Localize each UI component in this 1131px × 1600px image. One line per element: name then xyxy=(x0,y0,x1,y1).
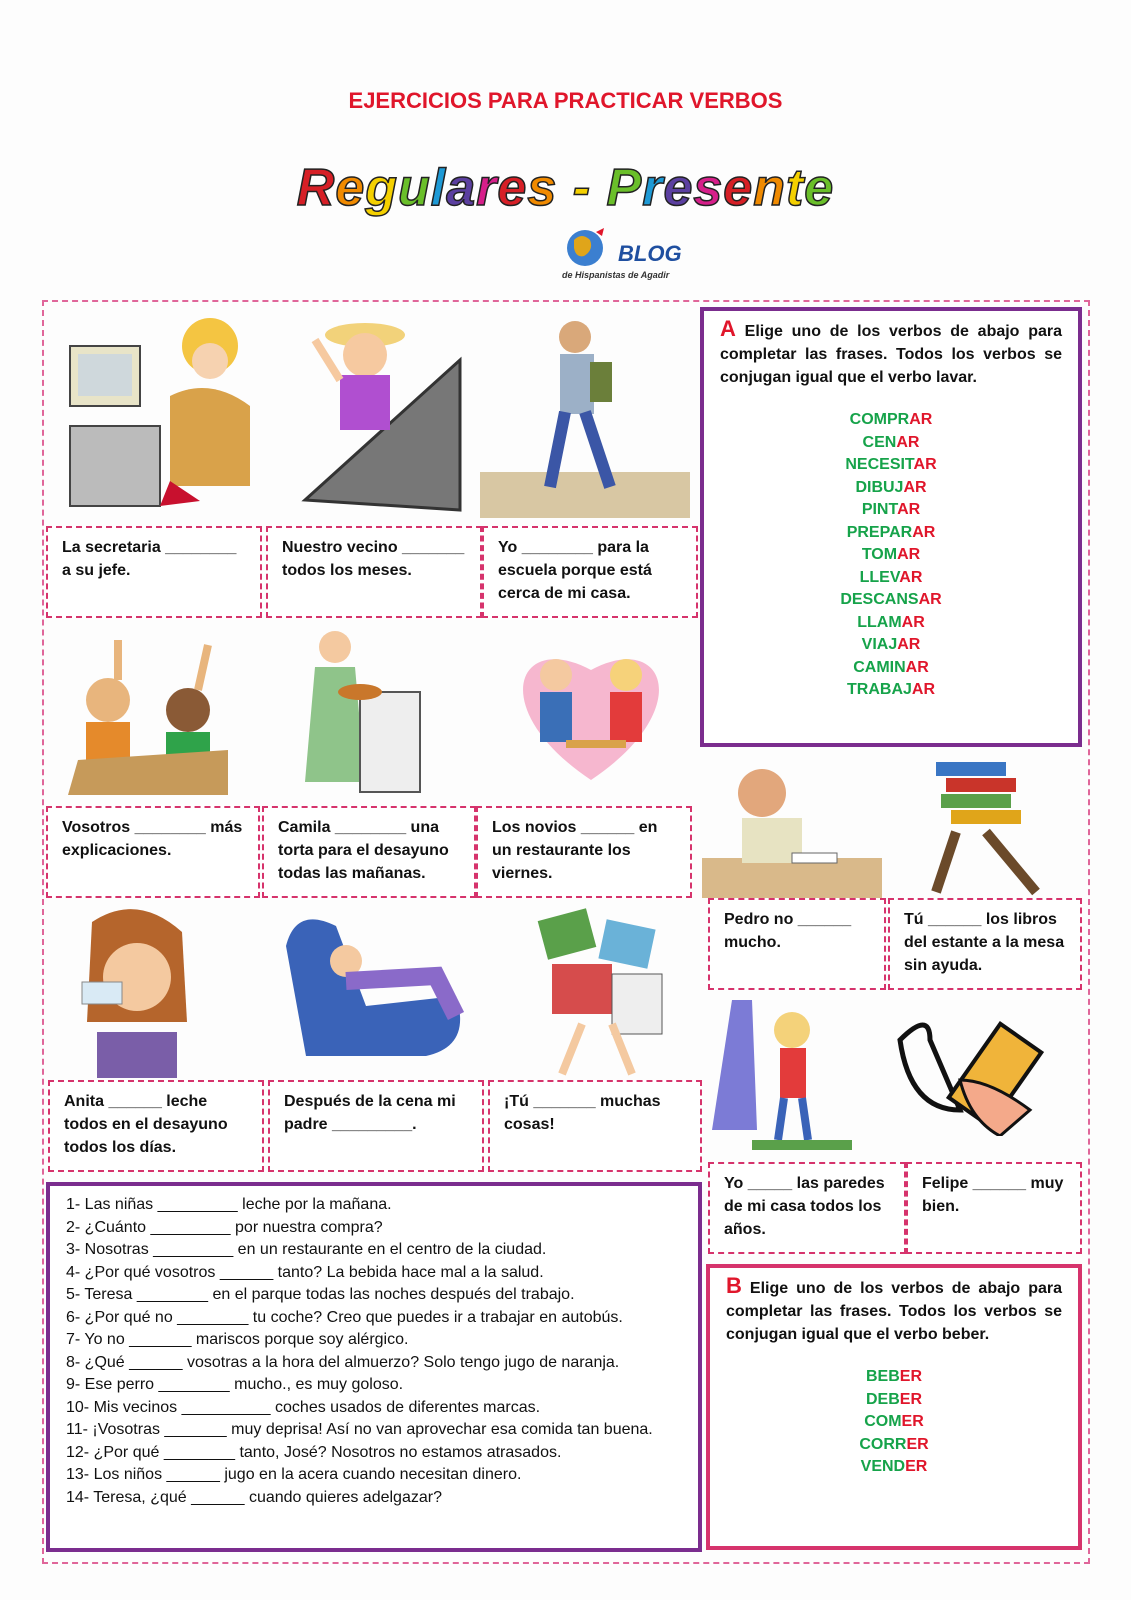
logo-subtext: de Hispanistas de Agadir xyxy=(562,270,670,280)
sentence-item: 1- Las niñas _________ leche por la mañana. xyxy=(66,1196,392,1213)
verb-item: LLAMAR xyxy=(857,613,925,631)
sentence-item: 4- ¿Por qué vosotros ______ tanto? La bebida hace mal a la salud. xyxy=(66,1263,544,1281)
sentence-item: 10- Mis vecinos __________ coches usados de diferentes marcas. xyxy=(66,1398,541,1416)
caption-box: Felipe ______ muy bien. xyxy=(906,1162,1082,1254)
drinking-girl-icon xyxy=(62,902,212,1078)
section-b-verb-list xyxy=(710,1366,1078,1479)
verb-item: BEBER xyxy=(865,1368,922,1385)
verb-item: PINTAR xyxy=(861,501,921,518)
caption-box: ¡Tú _______ muchas cosas! xyxy=(488,1080,702,1172)
caption-box: Vosotros ________ más explicaciones. xyxy=(46,806,260,898)
caption-box: Yo ________ para la escuela porque está cerca de mi casa. xyxy=(482,526,698,618)
drawing-pencil-icon xyxy=(890,1000,1050,1136)
buying-woman-icon xyxy=(532,904,678,1080)
sentence-item: 2- ¿Cuánto _________ por nuestra compra? xyxy=(66,1218,383,1236)
page-subtitle: Regulares - Presente xyxy=(296,159,835,217)
walking-student-icon xyxy=(480,312,690,518)
caption-box: Los novios ______ en un restaurante los viernes. xyxy=(476,806,692,898)
couple-dinner-icon xyxy=(496,620,686,800)
sentence-item: 13- Los niños ______ jugo en la acera cuando necesitan dinero. xyxy=(66,1466,522,1483)
section-a-verb-list xyxy=(704,409,1078,702)
caption-box: Camila ________ una torta para el desayuno todas las mañanas. xyxy=(262,806,476,898)
sentence-item: 6- ¿Por qué no ________ tu coche? Creo que puedes ir a trabajar en autobús. xyxy=(66,1308,623,1326)
sentence-item: 3- Nosotras _________ en un restaurante en el centro de la ciudad. xyxy=(66,1241,547,1258)
section-b-box xyxy=(706,1264,1082,1550)
verb-item: PREPARAR xyxy=(846,523,936,541)
page-title: EJERCICIOS PARA PRACTICAR VERBOS xyxy=(348,88,783,113)
caption-box: La secretaria ________ a su jefe. xyxy=(46,526,262,618)
verb-item: CAMINAR xyxy=(853,658,929,676)
sentence-list xyxy=(50,1186,698,1517)
carrying-books-icon xyxy=(916,752,1076,898)
sentence-item: 9- Ese perro ________ mucho., es muy goloso. xyxy=(66,1376,404,1393)
verb-item: VIAJAR xyxy=(861,636,921,653)
sentence-item: 12- ¿Por qué ________ tanto, José? Nosotros no estamos atrasados. xyxy=(66,1443,562,1461)
traveler-icon xyxy=(285,300,475,518)
verb-item: COMPRAR xyxy=(849,411,933,428)
painting-girl-icon xyxy=(712,990,852,1150)
secretary-phone-icon xyxy=(50,306,260,518)
sentence-item: 11- ¡Vosotras _______ muy deprisa! Así no van aprovechar esa comida tan buena. xyxy=(66,1421,653,1438)
caption-box: Tú ______ los libros del estante a la mesa sin ayuda. xyxy=(888,898,1082,990)
section-a-instruction: A Elige uno de los verbos de abajo para completar las frases. Todos los verbos se conjugan igual que el verbo lavar. xyxy=(720,316,1063,386)
baking-woman-icon xyxy=(290,622,426,802)
verb-item: LLEVAR xyxy=(859,568,923,586)
verb-item: CENAR xyxy=(862,433,920,451)
sentence-item: 8- ¿Qué ______ vosotras a la hora del almuerzo? Solo tengo jugo de naranja. xyxy=(66,1353,620,1371)
verb-item: NECESITAR xyxy=(845,456,937,473)
logo-text: BLOG xyxy=(618,241,682,266)
sentence-list-box xyxy=(46,1182,702,1552)
verb-item: CORRER xyxy=(859,1435,929,1453)
caption-box: Después de la cena mi padre _________. xyxy=(268,1080,484,1172)
section-b-instruction: B Elige uno de los verbos de abajo para completar las frases. Todos los verbos se conjugan igual que el verbo beber. xyxy=(726,1273,1063,1343)
verb-item: TOMAR xyxy=(861,546,921,563)
caption-box: Pedro no ______ mucho. xyxy=(708,898,886,990)
resting-man-icon xyxy=(276,906,472,1066)
caption-box: Anita ______ leche todos en el desayuno todos los días. xyxy=(48,1080,264,1172)
verb-item: DIBUJAR xyxy=(855,478,927,496)
verb-item: TRABAJAR xyxy=(847,681,935,698)
verb-item: COMER xyxy=(864,1413,924,1430)
sentence-item: 5- Teresa ________ en el parque todas las noches después del trabajo. xyxy=(66,1286,575,1303)
section-a-box xyxy=(700,307,1082,747)
sentence-item: 14- Teresa, ¿qué ______ cuando quieres adelgazar? xyxy=(66,1488,442,1506)
caption-box: Nuestro vecino _______ todos los meses. xyxy=(266,526,482,618)
caption-box: Yo _____ las paredes de mi casa todos los años. xyxy=(708,1162,906,1254)
verb-item: DESCANSAR xyxy=(840,591,942,608)
sentence-item: 7- Yo no _______ mariscos porque soy alérgico. xyxy=(66,1331,409,1348)
verb-item: VENDER xyxy=(860,1458,928,1475)
tired-man-icon xyxy=(702,758,882,898)
section-b-letter: B xyxy=(726,1273,742,1298)
section-a-letter: A xyxy=(720,316,736,341)
verb-item: DEBER xyxy=(865,1390,922,1408)
raised-hands-icon xyxy=(58,630,234,800)
